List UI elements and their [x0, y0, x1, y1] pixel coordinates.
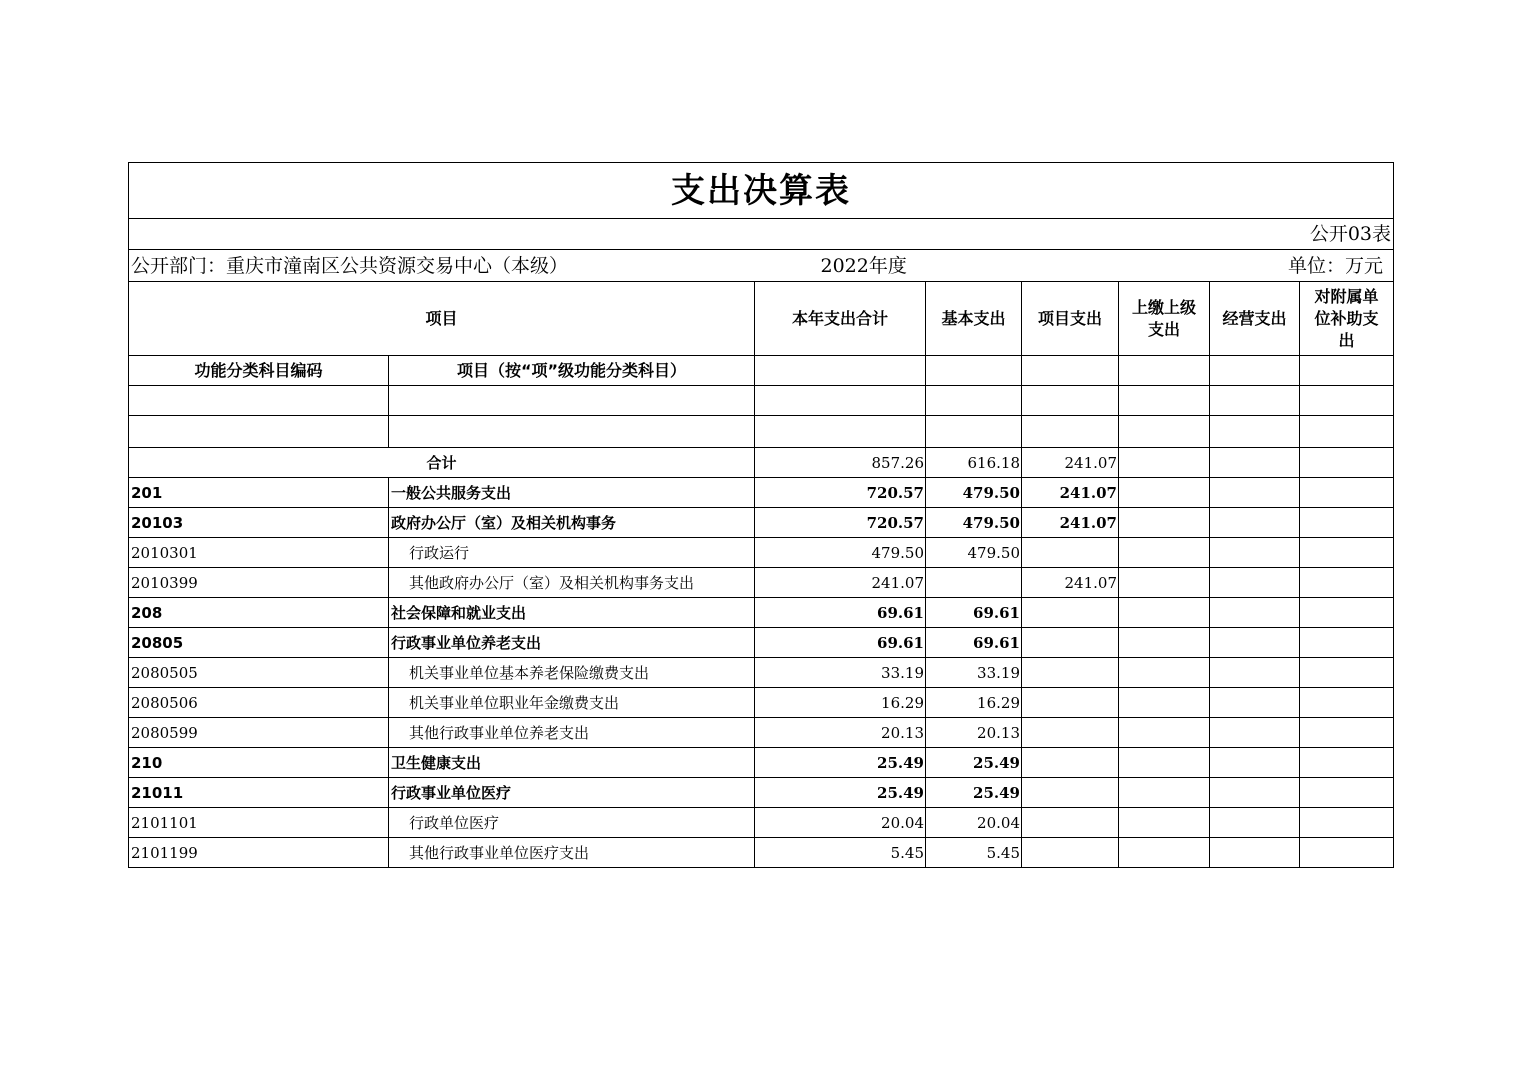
row-project: [1022, 538, 1119, 568]
row-code: 20805: [129, 628, 389, 658]
row-name: 行政事业单位医疗: [389, 778, 755, 808]
row-code: 20103: [129, 508, 389, 538]
row-code: 2010301: [129, 538, 389, 568]
row-basic: [926, 568, 1022, 598]
table-row: [129, 568, 1394, 598]
row-basic: 479.50: [926, 478, 1022, 508]
row-code: 2010399: [129, 568, 389, 598]
row-name: 其他行政事业单位医疗支出: [389, 838, 755, 868]
row-total: 5.45: [755, 838, 926, 868]
row-project: [1022, 718, 1119, 748]
table-row: [129, 478, 1394, 508]
table-row: [129, 748, 1394, 778]
row-project: [1022, 658, 1119, 688]
row-total: 16.29: [755, 688, 926, 718]
row-code: 2080599: [129, 718, 389, 748]
row-basic: 16.29: [926, 688, 1022, 718]
table-row: [129, 538, 1394, 568]
row-project: 241.07: [1022, 478, 1119, 508]
expenditure-table: [128, 162, 1394, 868]
row-name: 社会保障和就业支出: [389, 598, 755, 628]
row-basic: 479.50: [926, 538, 1022, 568]
table-row: [129, 598, 1394, 628]
form-number-row: [129, 219, 1394, 250]
form-number: 公开03表: [129, 219, 1394, 250]
row-basic: 20.04: [926, 808, 1022, 838]
row-total: 20.13: [755, 718, 926, 748]
row-name: 行政事业单位养老支出: [389, 628, 755, 658]
row-code: 201: [129, 478, 389, 508]
row-total: 720.57: [755, 478, 926, 508]
header-item-detail: 项目（按“项”级功能分类科目）: [389, 356, 755, 386]
row-total: 69.61: [755, 628, 926, 658]
table-row: [129, 838, 1394, 868]
row-project: [1022, 628, 1119, 658]
table-row: [129, 508, 1394, 538]
row-total: 25.49: [755, 778, 926, 808]
header-upper: 上缴上级支出: [1119, 282, 1210, 356]
empty-row: [129, 416, 1394, 448]
row-total: 720.57: [755, 508, 926, 538]
row-total: 479.50: [755, 538, 926, 568]
empty-row: [129, 386, 1394, 416]
row-basic: 20.13: [926, 718, 1022, 748]
header-business: 经营支出: [1210, 282, 1300, 356]
total-amount: 857.26: [755, 448, 926, 478]
row-project: [1022, 688, 1119, 718]
row-code: 21011: [129, 778, 389, 808]
header-basic: 基本支出: [926, 282, 1022, 356]
row-name: 行政运行: [389, 538, 755, 568]
row-basic: 25.49: [926, 748, 1022, 778]
row-total: 33.19: [755, 658, 926, 688]
row-total: 69.61: [755, 598, 926, 628]
subheader-row: [129, 356, 1394, 386]
row-total: 20.04: [755, 808, 926, 838]
row-total: 241.07: [755, 568, 926, 598]
row-code: 210: [129, 748, 389, 778]
row-name: 机关事业单位职业年金缴费支出: [389, 688, 755, 718]
row-project: [1022, 838, 1119, 868]
row-name: 卫生健康支出: [389, 748, 755, 778]
row-name: 其他政府办公厅（室）及相关机构事务支出: [389, 568, 755, 598]
row-basic: 69.61: [926, 628, 1022, 658]
row-total: 25.49: [755, 748, 926, 778]
row-name: 机关事业单位基本养老保险缴费支出: [389, 658, 755, 688]
row-basic: 69.61: [926, 598, 1022, 628]
table-row: [129, 658, 1394, 688]
header-row: [129, 282, 1394, 356]
row-basic: 25.49: [926, 778, 1022, 808]
header-project: 项目支出: [1022, 282, 1119, 356]
row-project: [1022, 808, 1119, 838]
table-row: [129, 718, 1394, 748]
total-row: [129, 448, 1394, 478]
row-basic: 33.19: [926, 658, 1022, 688]
table-row: [129, 778, 1394, 808]
unit-label: 单位：万元: [1022, 250, 1394, 282]
row-project: [1022, 598, 1119, 628]
table-row: [129, 688, 1394, 718]
row-project: 241.07: [1022, 568, 1119, 598]
total-project: 241.07: [1022, 448, 1119, 478]
row-project: 241.07: [1022, 508, 1119, 538]
year-label: 2022年度: [755, 250, 1022, 282]
meta-row: [129, 250, 1394, 282]
row-name: 其他行政事业单位养老支出: [389, 718, 755, 748]
header-code: 功能分类科目编码: [129, 356, 389, 386]
row-code: 2080506: [129, 688, 389, 718]
header-total: 本年支出合计: [755, 282, 926, 356]
row-project: [1022, 778, 1119, 808]
row-code: 2080505: [129, 658, 389, 688]
row-name: 政府办公厅（室）及相关机构事务: [389, 508, 755, 538]
department-label: 公开部门：重庆市潼南区公共资源交易中心（本级）: [129, 250, 755, 282]
row-project: [1022, 748, 1119, 778]
row-code: 2101199: [129, 838, 389, 868]
total-basic: 616.18: [926, 448, 1022, 478]
row-name: 一般公共服务支出: [389, 478, 755, 508]
page-title: 支出决算表: [129, 163, 1394, 219]
title-row: [129, 163, 1394, 219]
row-basic: 5.45: [926, 838, 1022, 868]
row-code: 2101101: [129, 808, 389, 838]
header-subsidy: 对附属单位补助支出: [1300, 282, 1394, 356]
table-row: [129, 808, 1394, 838]
row-name: 行政单位医疗: [389, 808, 755, 838]
header-item: 项目: [129, 282, 755, 356]
total-label: 合计: [129, 448, 755, 478]
table-row: [129, 628, 1394, 658]
row-code: 208: [129, 598, 389, 628]
row-basic: 479.50: [926, 508, 1022, 538]
